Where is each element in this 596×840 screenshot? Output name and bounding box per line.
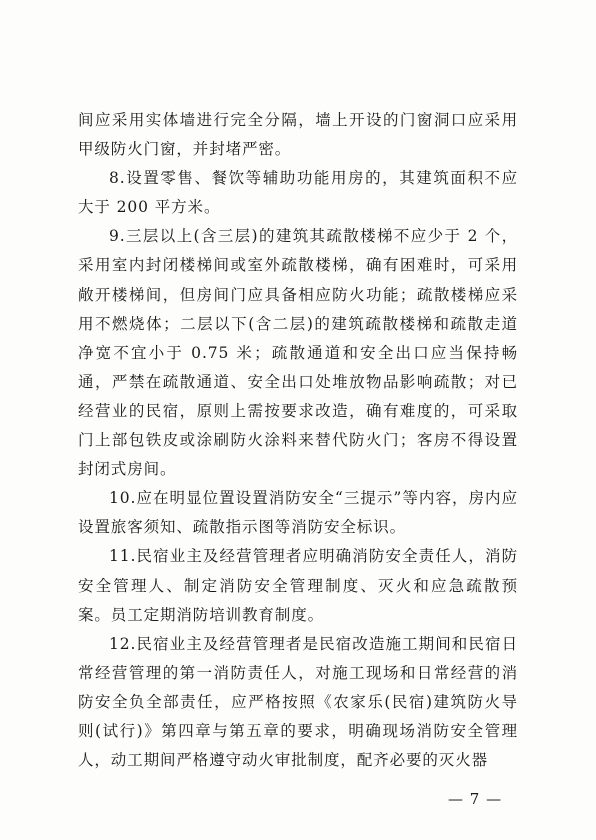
paragraph-continuation: 间应采用实体墙进行完全分隔，墙上开设的门窗洞口应采用甲级防火门窗，并封堵严密。 <box>78 111 518 159</box>
page-number: — 7 — <box>448 790 503 808</box>
paragraph-item-12: 12.民宿业主及经营管理者是民宿改造施工期间和民宿日常经营管理的第一消防责任人，对施工现场和日常经营的消防安全负全部责任，应严格按照《农家乐(民宿)建筑防火导则(试行)》第四章与第五章的要求，明确现场消防安全管理人，动工期间严格遵守动火审批制度，配齐必要的灭火器 <box>78 634 518 770</box>
paragraph-item-11: 11.民宿业主及经营管理者应明确消防安全责任人，消防安全管理人、制定消防安全管理制度、灭火和应急疏散预案。员工定期消防培训教育制度。 <box>78 547 518 624</box>
paragraph-item-8: 8.设置零售、餐饮等辅助功能用房的，其建筑面积不应大于 200 平方米。 <box>78 169 518 217</box>
body-text <box>78 106 518 775</box>
paragraph-item-9: 9.三层以上(含三层)的建筑其疏散楼梯不应少于 2 个，采用室内封闭楼梯间或室外疏散楼梯，确有困难时，可采用敞开楼梯间，但房间门应具备相应防火功能；疏散楼梯应采用不燃烧体；二层以下(含二层)的建筑疏散楼梯和疏散走道净宽不宜小于 0.75 米；疏散通道和安全出口应当保持畅通，严禁在疏散通道、安全出口处堆放物品影响疏散；对已经营业的民宿，原则上需按要求改造，确有难度的，可采取门上部包铁皮或涂刷防火涂料来替代防火门；客房不得设置封闭式房间。 <box>78 227 518 479</box>
paragraph-item-10: 10.应在明显位置设置消防安全“三提示”等内容，房内应设置旅客须知、疏散指示图等消防安全标识。 <box>78 489 518 537</box>
